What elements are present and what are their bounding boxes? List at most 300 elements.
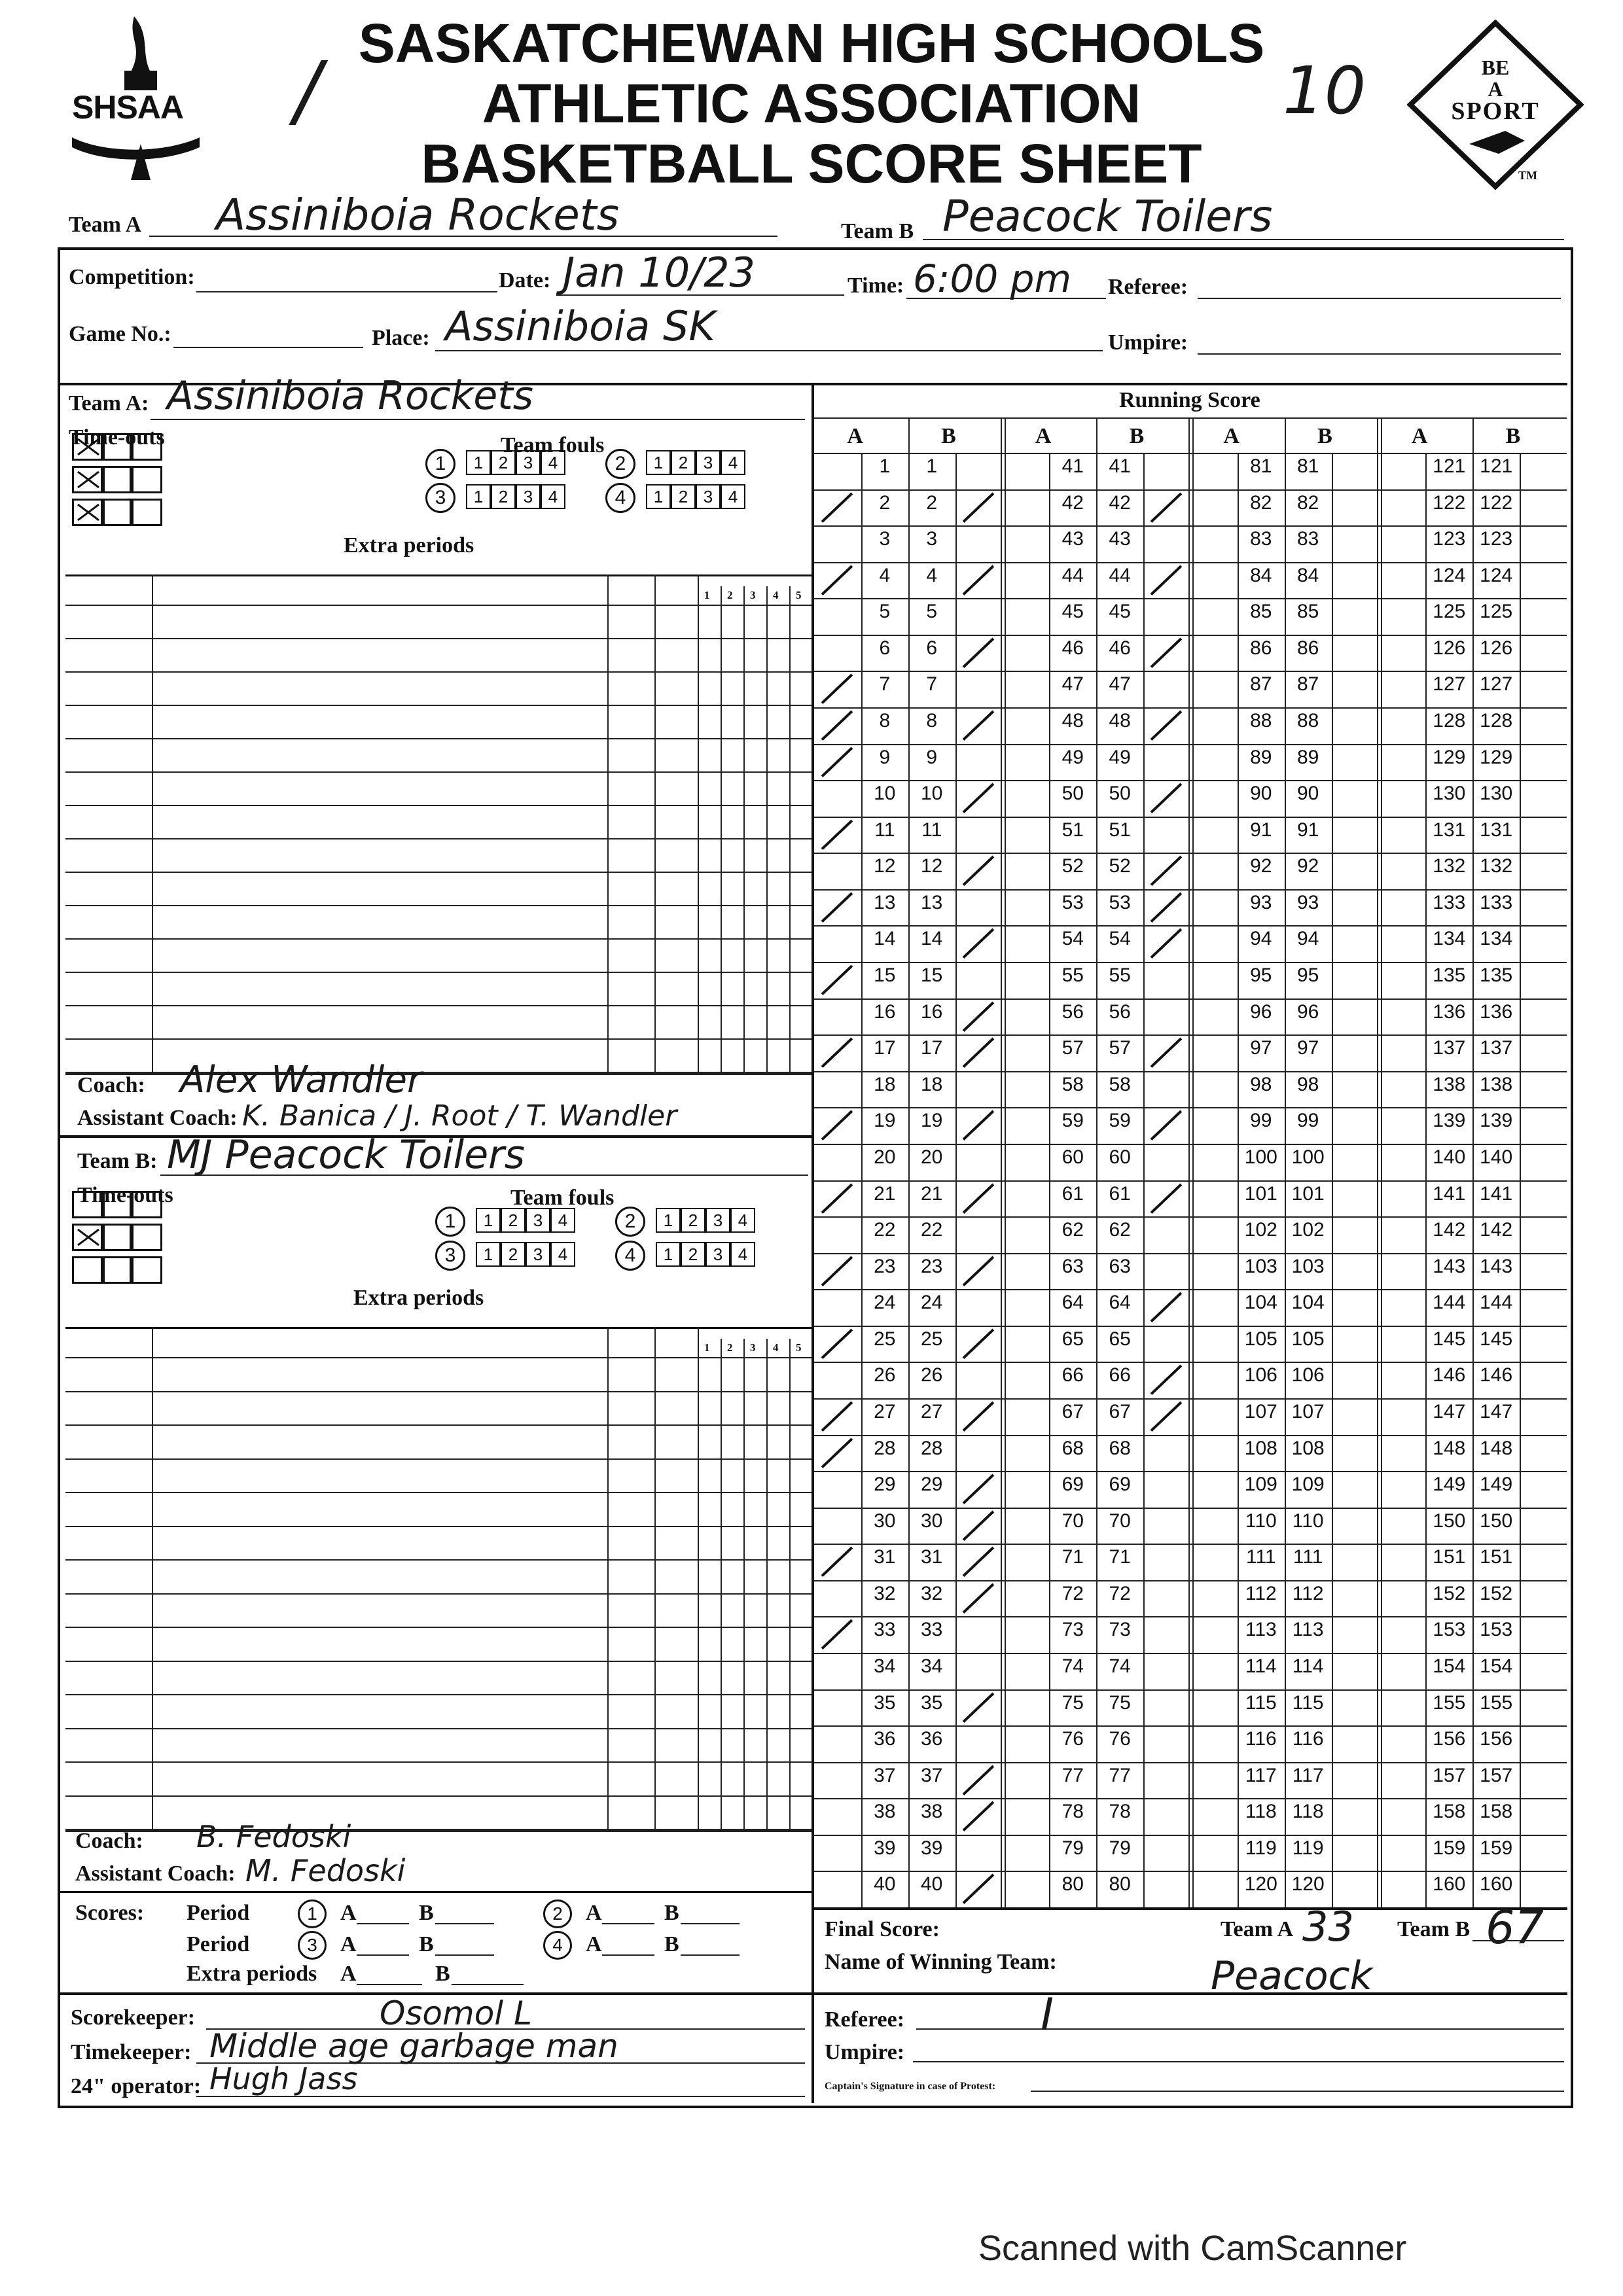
scores-b-line xyxy=(435,1923,494,1924)
rs-row-line xyxy=(814,1216,1003,1218)
team-b-row-line xyxy=(65,1424,812,1426)
rs-row-line xyxy=(1003,1544,1191,1545)
rs-num-b: 94 xyxy=(1297,928,1319,950)
rs-num-b: 71 xyxy=(1109,1546,1131,1568)
rs-num-b: 27 xyxy=(921,1400,943,1422)
rs-num-a: 11 xyxy=(874,819,895,841)
rs-mark-a xyxy=(819,891,856,925)
rs-num-b: 60 xyxy=(1109,1146,1131,1168)
rs-num-b: 158 xyxy=(1480,1801,1513,1823)
rs-num-b: 68 xyxy=(1109,1437,1131,1459)
rs-num-b: 50 xyxy=(1109,783,1131,805)
rs-mark-b xyxy=(961,1545,997,1579)
rs-num-a: 43 xyxy=(1061,528,1084,550)
team-a-row-line xyxy=(65,872,812,873)
rs-num-a: 76 xyxy=(1061,1728,1084,1750)
rs-num-b: 101 xyxy=(1291,1182,1325,1205)
rs-mark-a xyxy=(819,1182,856,1216)
rs-num-a: 62 xyxy=(1061,1219,1084,1241)
rs-num-a: 149 xyxy=(1433,1474,1466,1496)
rs-mark-a xyxy=(819,563,856,597)
rs-num-b: 13 xyxy=(921,891,943,913)
scores-period-num: 2 xyxy=(543,1899,572,1928)
scores-b-label: B xyxy=(419,1901,434,1925)
rs-num-a: 53 xyxy=(1061,891,1084,913)
rs-num-a: 52 xyxy=(1061,855,1084,877)
rs-row-line xyxy=(1379,1289,1567,1290)
rs-num-a: 90 xyxy=(1250,783,1272,805)
rs-row-line xyxy=(1379,1471,1567,1472)
rs-num-a: 26 xyxy=(874,1364,896,1386)
rs-row-line xyxy=(1003,1326,1191,1327)
rs-group-line xyxy=(1377,419,1378,1907)
rs-num-a: 125 xyxy=(1433,601,1466,623)
rs-num-b: 131 xyxy=(1480,819,1513,841)
rs-row-line xyxy=(1379,1326,1567,1327)
rs-row-line xyxy=(1379,1725,1567,1727)
team-b-period-num: 2 xyxy=(615,1207,645,1237)
top-left-mark: / xyxy=(294,46,321,137)
rs-row-line xyxy=(1190,1107,1379,1108)
team-b-timeouts-label: Time-outs xyxy=(77,1183,173,1207)
rs-row-line xyxy=(1190,1798,1379,1799)
rs-col-a-header: A xyxy=(1411,424,1428,448)
rs-num-a: 146 xyxy=(1433,1364,1466,1386)
team-b-foul-num: 4 xyxy=(773,1341,779,1354)
team-a-top-value: Assiniboia Rockets xyxy=(216,190,620,240)
team-b-col-line xyxy=(607,1327,609,1829)
rs-num-a: 138 xyxy=(1433,1073,1466,1095)
rs-mark-b xyxy=(1149,636,1185,670)
team-b-foul-num: 2 xyxy=(727,1341,733,1354)
rs-mark-b xyxy=(961,491,997,525)
rs-num-b: 15 xyxy=(921,964,943,987)
rs-mark-b xyxy=(1149,1400,1185,1434)
rs-num-b: 146 xyxy=(1480,1364,1513,1386)
rs-mark-a xyxy=(819,709,856,743)
rs-num-b: 100 xyxy=(1291,1146,1325,1168)
be-a-sport-logo xyxy=(1407,20,1584,190)
rs-num-a: 48 xyxy=(1061,710,1084,732)
rs-num-b: 51 xyxy=(1109,819,1131,841)
rs-num-a: 41 xyxy=(1061,455,1084,477)
rs-row-line xyxy=(1190,1508,1379,1509)
rs-num-b: 151 xyxy=(1480,1546,1513,1568)
team-a-period-num: 3 xyxy=(425,483,455,513)
rs-num-a: 66 xyxy=(1061,1364,1084,1386)
rs-num-b: 22 xyxy=(921,1219,943,1241)
rs-row-line xyxy=(1379,1144,1567,1145)
rs-num-a: 1 xyxy=(879,455,891,477)
rs-col-b-header: B xyxy=(1129,424,1145,448)
team-b-label: Team B: xyxy=(77,1149,158,1173)
rs-row-line xyxy=(1190,780,1379,781)
team-b-table-top xyxy=(65,1327,812,1329)
team-a-coach-value: Alex Wandler xyxy=(180,1059,422,1101)
team-a-team-foul-box: 2 xyxy=(491,484,516,509)
rs-row-line xyxy=(1379,562,1567,563)
team-b-foul-num: 1 xyxy=(704,1341,710,1354)
team-b-team-fouls-label: Team fouls xyxy=(510,1186,615,1210)
rs-num-a: 67 xyxy=(1061,1400,1084,1422)
rs-num-a: 156 xyxy=(1433,1728,1466,1750)
team-a-row-line xyxy=(65,972,812,973)
scores-period-label: Period xyxy=(187,1932,250,1956)
rs-num-a: 134 xyxy=(1433,928,1466,950)
rs-row-line xyxy=(1190,707,1379,709)
rs-num-b: 87 xyxy=(1297,673,1319,696)
rs-num-b: 102 xyxy=(1291,1219,1325,1241)
rs-num-b: 69 xyxy=(1109,1474,1131,1496)
rs-num-a: 32 xyxy=(874,1582,896,1604)
rs-num-b: 78 xyxy=(1109,1801,1131,1823)
scores-a-line xyxy=(602,1954,654,1956)
rs-num-a: 40 xyxy=(874,1873,896,1896)
rs-row-line xyxy=(1190,1144,1379,1145)
scores-b-line xyxy=(681,1923,740,1924)
rs-num-a: 129 xyxy=(1433,746,1466,768)
rs-num-b: 115 xyxy=(1292,1691,1324,1714)
rs-num-a: 18 xyxy=(874,1073,896,1095)
rs-num-b: 8 xyxy=(926,710,938,732)
rs-row-line xyxy=(1379,1398,1567,1400)
team-b-coach-value: B. Fedoski xyxy=(196,1819,351,1854)
rs-mark-a xyxy=(819,818,856,852)
rs-mark-b xyxy=(1149,891,1185,925)
team-b-timeout-box xyxy=(130,1256,162,1284)
team-a-team-foul-box: 1 xyxy=(466,450,491,475)
scores-a-label: A xyxy=(586,1901,602,1925)
timekeeper-value: Middle age garbage man xyxy=(209,2027,618,2065)
team-b-row-line xyxy=(65,1694,812,1695)
rs-num-b: 79 xyxy=(1109,1837,1131,1859)
team-b-period-num: 1 xyxy=(435,1207,465,1237)
rs-num-a: 63 xyxy=(1061,1255,1084,1277)
rs-num-a: 68 xyxy=(1061,1437,1084,1459)
protest-label: Captain's Signature in case of Protest: xyxy=(825,2081,996,2092)
rs-mark-b xyxy=(1149,1363,1185,1397)
rs-num-a: 147 xyxy=(1433,1400,1466,1422)
rs-num-a: 110 xyxy=(1245,1510,1277,1532)
rs-row-line xyxy=(1003,1216,1191,1218)
team-b-timeout-box xyxy=(72,1224,105,1251)
rs-num-b: 62 xyxy=(1109,1219,1131,1241)
rs-num-a: 6 xyxy=(879,637,891,659)
team-a-foul-col-line xyxy=(721,586,722,1072)
rs-num-b: 135 xyxy=(1480,964,1513,987)
rs-row-line xyxy=(1003,1508,1191,1509)
rs-row-line xyxy=(1003,1653,1191,1654)
team-b-foul-col-line xyxy=(721,1339,722,1829)
rs-row-line xyxy=(1003,1725,1191,1727)
rs-row-line xyxy=(1190,489,1379,491)
rs-num-a: 86 xyxy=(1250,637,1272,659)
rs-row-line xyxy=(1003,744,1191,745)
team-a-foul-col-line xyxy=(789,586,791,1072)
rs-num-a: 69 xyxy=(1061,1474,1084,1496)
rs-row-line xyxy=(1379,1071,1567,1072)
team-a-period-num: 1 xyxy=(425,449,455,479)
rs-num-b: 147 xyxy=(1480,1400,1513,1422)
winning-team-label: Name of Winning Team: xyxy=(825,1950,1057,1974)
rs-num-a: 9 xyxy=(879,746,891,768)
rs-num-b: 42 xyxy=(1109,491,1131,514)
rs-row-line xyxy=(1003,1471,1191,1472)
rs-row-line xyxy=(1003,1762,1191,1763)
rs-num-a: 96 xyxy=(1250,1000,1272,1023)
rs-num-a: 45 xyxy=(1061,601,1084,623)
rs-num-a: 150 xyxy=(1433,1510,1466,1532)
final-score-line xyxy=(1472,1940,1564,1941)
rs-mark-a xyxy=(819,491,856,525)
place-line xyxy=(435,350,1103,351)
rs-num-a: 22 xyxy=(874,1219,896,1241)
team-a-team-foul-box: 1 xyxy=(646,450,671,475)
rs-num-a: 159 xyxy=(1433,1837,1466,1859)
center-divider xyxy=(812,385,814,2103)
team-b-row-line xyxy=(65,1627,812,1628)
rs-num-a: 104 xyxy=(1244,1292,1277,1314)
rs-row-line xyxy=(1003,1689,1191,1691)
rs-num-a: 24 xyxy=(874,1292,896,1314)
rs-num-b: 21 xyxy=(921,1182,943,1205)
rs-num-a: 140 xyxy=(1433,1146,1466,1168)
rs-row-line xyxy=(1190,1216,1379,1218)
team-a-asst-value: K. Banica / J. Root / T. Wandler xyxy=(242,1099,677,1133)
rs-num-b: 72 xyxy=(1109,1582,1131,1604)
team-b-row-line xyxy=(65,1492,812,1493)
game-no-line xyxy=(173,347,363,348)
rs-num-a: 29 xyxy=(874,1474,896,1496)
rs-num-b: 136 xyxy=(1480,1000,1513,1023)
scorekeeper-value: Osomol L xyxy=(380,1994,532,2032)
rs-num-b: 128 xyxy=(1480,710,1513,732)
rs-group-line xyxy=(1188,419,1190,1907)
rs-num-b: 9 xyxy=(926,746,938,768)
scores-extra-a: A xyxy=(340,1962,357,1986)
rs-num-b: 76 xyxy=(1109,1728,1131,1750)
rs-num-b: 99 xyxy=(1297,1110,1319,1132)
scores-b-line xyxy=(435,1954,494,1956)
rs-num-a: 109 xyxy=(1244,1474,1277,1496)
rs-num-a: 95 xyxy=(1250,964,1272,987)
rs-num-b: 4 xyxy=(926,564,938,586)
rs-mark-b xyxy=(961,1108,997,1142)
team-b-timeout-box xyxy=(72,1256,105,1284)
referee-bottom-line xyxy=(916,2028,1564,2030)
scores-extra-label: Extra periods xyxy=(187,1962,317,1986)
rs-num-a: 88 xyxy=(1250,710,1272,732)
timekeeper-label: Timekeeper: xyxy=(71,2040,192,2064)
team-a-row-line xyxy=(65,771,812,773)
rs-num-a: 145 xyxy=(1433,1328,1466,1350)
date-value: Jan 10/23 xyxy=(563,249,755,296)
rs-num-b: 150 xyxy=(1480,1510,1513,1532)
rs-num-b: 17 xyxy=(921,1037,943,1059)
scores-extra-b-line xyxy=(452,1984,524,1985)
rs-num-a: 89 xyxy=(1250,746,1272,768)
rs-num-a: 64 xyxy=(1061,1292,1084,1314)
team-a-top-label: Team A xyxy=(69,213,142,237)
rs-num-b: 23 xyxy=(921,1255,943,1277)
team-b-team-foul-box: 3 xyxy=(705,1208,730,1233)
rs-num-b: 26 xyxy=(921,1364,943,1386)
rs-num-b: 29 xyxy=(921,1474,943,1496)
team-b-header-line xyxy=(65,1357,812,1358)
team-b-row-line xyxy=(65,1661,812,1662)
referee-bottom-label: Referee: xyxy=(825,2007,905,2032)
team-b-team-foul-box: 4 xyxy=(550,1208,575,1233)
camscanner-watermark: Scanned with CamScanner xyxy=(978,2229,1407,2268)
rs-num-b: 90 xyxy=(1297,783,1319,805)
rs-num-a: 74 xyxy=(1061,1655,1084,1677)
rs-num-a: 46 xyxy=(1061,637,1084,659)
rs-num-a: 51 xyxy=(1061,819,1084,841)
referee-top-line xyxy=(1198,298,1561,299)
rs-row-line xyxy=(1379,1362,1567,1363)
rs-num-b: 159 xyxy=(1480,1837,1513,1859)
rs-num-b: 35 xyxy=(921,1691,943,1714)
scores-label: Scores: xyxy=(75,1901,145,1925)
rs-row-line xyxy=(1379,1871,1567,1872)
rs-num-b: 6 xyxy=(926,637,938,659)
rs-num-a: 127 xyxy=(1433,673,1466,696)
team-a-bottom-line xyxy=(65,1073,812,1075)
team-a-header-line xyxy=(65,605,812,606)
rs-row-line xyxy=(1190,998,1379,1000)
rs-num-b: 149 xyxy=(1480,1474,1513,1496)
team-b-team-foul-box: 2 xyxy=(681,1242,705,1267)
scores-a-label: A xyxy=(586,1932,602,1956)
rs-num-a: 28 xyxy=(874,1437,896,1459)
rs-row-line xyxy=(1003,1253,1191,1254)
rs-num-b: 5 xyxy=(926,601,938,623)
rs-num-b: 43 xyxy=(1109,528,1131,550)
rs-row-line xyxy=(1190,1580,1379,1581)
rs-num-b: 91 xyxy=(1297,819,1319,841)
rs-group-line xyxy=(1005,419,1006,1907)
scores-b-line xyxy=(681,1954,740,1956)
rs-num-a: 16 xyxy=(874,1000,896,1023)
rs-row-line xyxy=(1003,525,1191,527)
team-b-row-line xyxy=(65,1458,812,1460)
top-right-mark: 10 xyxy=(1283,52,1366,129)
rs-num-b: 48 xyxy=(1109,710,1131,732)
rs-row-line xyxy=(1003,998,1191,1000)
rs-num-b: 84 xyxy=(1297,564,1319,586)
be-a-sport-tm: TM xyxy=(1518,169,1537,182)
rs-num-b: 25 xyxy=(921,1328,943,1350)
rs-num-b: 127 xyxy=(1480,673,1513,696)
rs-mark-b xyxy=(961,1472,997,1506)
rs-num-b: 45 xyxy=(1109,601,1131,623)
team-b-top-label: Team B xyxy=(841,219,914,243)
rs-num-b: 121 xyxy=(1480,455,1513,477)
rs-num-b: 123 xyxy=(1480,528,1513,550)
rs-row-line xyxy=(1379,817,1567,818)
rs-num-a: 148 xyxy=(1433,1437,1466,1459)
rs-num-a: 73 xyxy=(1061,1619,1084,1641)
rs-num-a: 15 xyxy=(874,964,896,987)
rs-row-line xyxy=(1379,744,1567,745)
rs-mark-b xyxy=(961,563,997,597)
scores-a-label: A xyxy=(340,1932,357,1956)
rs-num-a: 84 xyxy=(1250,564,1272,586)
rs-row-line xyxy=(1379,1107,1567,1108)
rs-num-b: 160 xyxy=(1480,1873,1513,1896)
shsaa-logo xyxy=(65,13,206,183)
rs-row-line xyxy=(1190,1471,1379,1472)
rs-mark-b xyxy=(961,781,997,815)
team-a-row-line xyxy=(65,1005,812,1006)
rs-num-a: 99 xyxy=(1250,1110,1272,1132)
rs-row-line xyxy=(1003,1435,1191,1436)
rs-num-a: 133 xyxy=(1433,891,1466,913)
rs-num-a: 36 xyxy=(874,1728,896,1750)
place-label: Place: xyxy=(372,326,430,350)
rs-num-a: 44 xyxy=(1061,564,1084,586)
rs-num-a: 54 xyxy=(1061,928,1084,950)
rs-num-a: 2 xyxy=(879,491,891,514)
final-score-label: Final Score: xyxy=(825,1917,940,1941)
rs-num-a: 71 xyxy=(1061,1546,1084,1568)
rs-num-b: 155 xyxy=(1480,1691,1513,1714)
team-a-coach-label: Coach: xyxy=(77,1073,145,1097)
rs-mark-b xyxy=(961,1182,997,1216)
rs-row-line xyxy=(1379,1580,1567,1581)
rs-num-b: 122 xyxy=(1480,491,1513,514)
be-a-sport-be: BE xyxy=(1481,56,1510,79)
rs-num-a: 59 xyxy=(1061,1110,1084,1132)
rs-mark-b xyxy=(961,1799,997,1833)
team-b-team-foul-box: 4 xyxy=(550,1242,575,1267)
rs-num-a: 65 xyxy=(1061,1328,1084,1350)
team-a-row-line xyxy=(65,838,812,839)
rs-num-b: 44 xyxy=(1109,564,1131,586)
team-a-foul-col-line xyxy=(743,586,745,1072)
team-b-extra-periods: Extra periods xyxy=(353,1286,484,1310)
rs-row-line xyxy=(1190,1762,1379,1763)
rs-row-line xyxy=(1190,525,1379,527)
rs-num-a: 114 xyxy=(1245,1655,1277,1677)
rs-num-a: 55 xyxy=(1061,964,1084,987)
scores-b-label: B xyxy=(664,1901,679,1925)
rs-row-line xyxy=(814,1144,1003,1145)
rs-num-a: 38 xyxy=(874,1801,896,1823)
rs-num-b: 139 xyxy=(1480,1110,1513,1132)
team-b-team-foul-box: 2 xyxy=(681,1208,705,1233)
rs-mark-b xyxy=(961,1400,997,1434)
rs-num-a: 135 xyxy=(1433,964,1466,987)
team-a-team-foul-box: 2 xyxy=(671,450,696,475)
rs-num-b: 93 xyxy=(1297,891,1319,913)
rs-num-a: 105 xyxy=(1244,1328,1277,1350)
rs-num-a: 151 xyxy=(1433,1546,1466,1568)
rs-num-b: 82 xyxy=(1297,491,1319,514)
rs-col-b-header: B xyxy=(941,424,956,448)
scores-extra-b: B xyxy=(435,1962,450,1986)
game-no-label: Game No.: xyxy=(69,322,171,346)
rs-mark-b xyxy=(961,1036,997,1070)
rs-mark-b xyxy=(1149,927,1185,961)
rs-mark-b xyxy=(1149,709,1185,743)
rs-mark-b xyxy=(1149,1182,1185,1216)
rs-row-line xyxy=(814,598,1003,599)
team-b-team-foul-box: 4 xyxy=(730,1242,755,1267)
rs-num-a: 136 xyxy=(1433,1000,1466,1023)
rs-num-a: 122 xyxy=(1433,491,1466,514)
rs-num-a: 158 xyxy=(1433,1801,1466,1823)
